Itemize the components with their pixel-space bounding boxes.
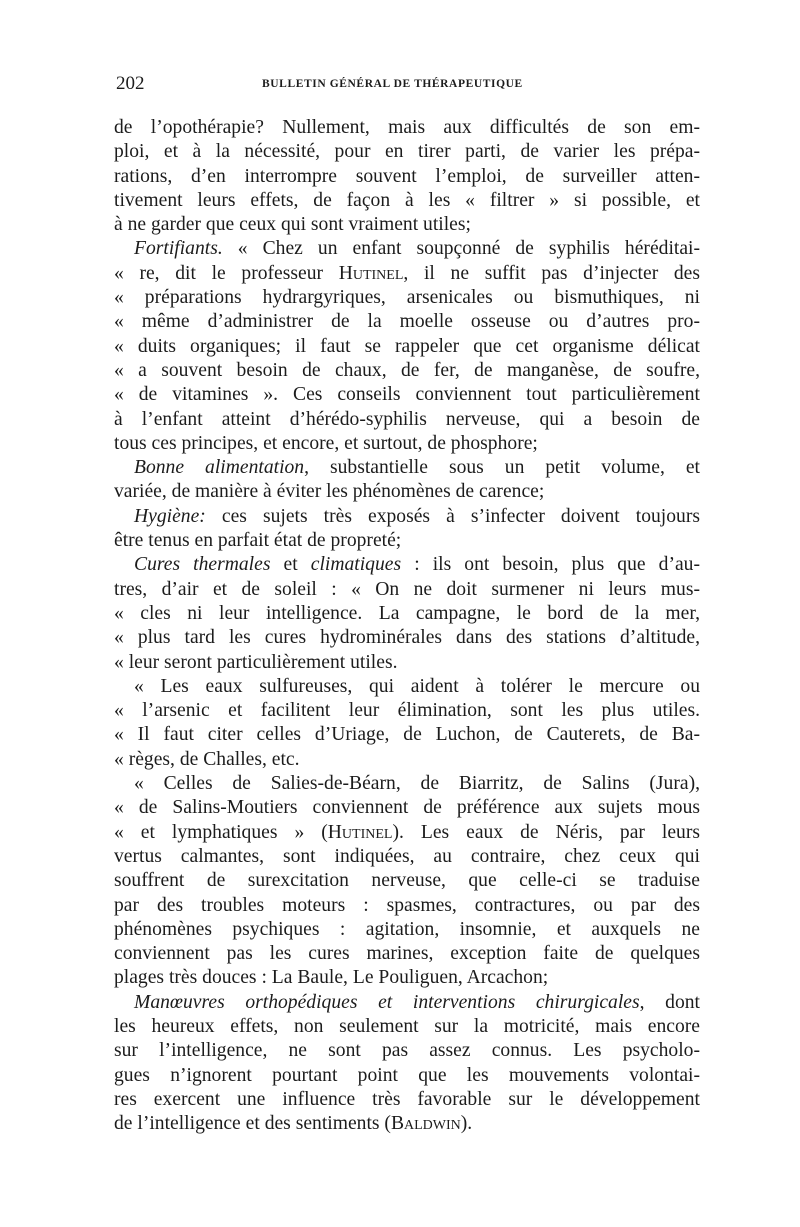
text-run: les heureux effets, non seulement sur la motricité, mais encore bbox=[114, 1015, 700, 1037]
text-line bbox=[114, 310, 700, 334]
text-run: ). Les eaux de Néris, par leurs bbox=[392, 821, 700, 843]
text-run: « l’arsenic et facilitent leur élimination, sont les plus utiles. bbox=[114, 700, 700, 722]
text-run: par des troubles moteurs : spasmes, contractures, ou par des bbox=[114, 894, 700, 916]
text-line bbox=[114, 262, 700, 286]
text-line bbox=[114, 748, 700, 772]
text-line bbox=[114, 432, 700, 456]
text-run: phénomènes psychiques : agitation, insomnie, et auxquels ne bbox=[114, 918, 700, 940]
text-line bbox=[114, 286, 700, 310]
text-line bbox=[114, 796, 700, 820]
text-run: tres, d’air et de soleil : « On ne doit surmener ni leurs mus- bbox=[114, 578, 700, 600]
text-line bbox=[114, 480, 700, 504]
text-run: « règes, de Challes, etc. bbox=[114, 748, 300, 770]
text-line bbox=[114, 116, 700, 140]
italic-phrase: Hygiène: bbox=[134, 505, 206, 527]
text-line bbox=[114, 942, 700, 966]
italic-phrase: Bonne alimentation bbox=[134, 457, 305, 479]
text-run: « de Salins-Moutiers conviennent de préférence aux sujets mous bbox=[114, 797, 700, 819]
text-run: « préparations hydrargyriques, arsenicales ou bismuthiques, ni bbox=[114, 287, 700, 309]
text-run: « leur seront particulièrement utiles. bbox=[114, 651, 398, 673]
text-run: « cles ni leur intelligence. La campagne, le bord de la mer, bbox=[114, 602, 700, 624]
text-line bbox=[114, 991, 700, 1015]
text-line bbox=[114, 699, 700, 723]
text-run: « même d’administrer de la moelle osseuse ou d’autres pro- bbox=[114, 311, 700, 333]
text-line bbox=[114, 529, 700, 553]
text-line bbox=[114, 1039, 700, 1063]
text-line bbox=[114, 626, 700, 650]
text-line bbox=[114, 456, 700, 480]
text-line bbox=[114, 1112, 700, 1136]
text-run: à l’enfant atteint d’hérédo-syphilis nerveuse, qui a besoin de bbox=[114, 408, 700, 430]
text-line bbox=[114, 723, 700, 747]
italic-phrase: Fortifiants. bbox=[134, 238, 223, 260]
italic-phrase: climatiques bbox=[310, 554, 402, 576]
text-run: plages très douces : La Baule, Le Pouliguen, Arcachon; bbox=[114, 967, 549, 989]
text-line bbox=[114, 553, 700, 577]
text-run: , il ne suffit pas d’injecter des bbox=[403, 262, 701, 284]
text-run: « duits organiques; il faut se rappeler que cet organisme délicat bbox=[114, 335, 700, 357]
text-run: gues n’ignorent pourtant point que les mouvements volontai- bbox=[114, 1064, 700, 1086]
italic-phrase: Manœuvres orthopédiques et interventions chirurgicales bbox=[134, 991, 640, 1013]
text-run: ces sujets très exposés à s’infecter doivent toujours bbox=[205, 505, 700, 527]
text-run: « Celles de Salies-de-Béarn, de Biarritz, de Salins (Jura), bbox=[134, 773, 700, 795]
text-run: res exercent une influence très favorable sur le développement bbox=[114, 1088, 700, 1110]
text-line bbox=[114, 359, 700, 383]
author-name: Hutinel bbox=[338, 262, 404, 284]
text-run: souffrent de surexcitation nerveuse, que celle-ci se traduise bbox=[114, 870, 700, 892]
text-line bbox=[114, 189, 700, 213]
text-run: tivement leurs effets, de façon à les « filtrer » si possible, et bbox=[114, 189, 700, 211]
text-line bbox=[114, 335, 700, 359]
text-run: ploi, et à la nécessité, pour en tirer parti, de varier les prépa- bbox=[114, 141, 700, 163]
text-run: « Les eaux sulfureuses, qui aident à tolérer le mercure ou bbox=[134, 675, 700, 697]
text-run: de l’intelligence et des sentiments ( bbox=[114, 1113, 391, 1135]
text-run: : ils ont besoin, plus que d’au- bbox=[401, 554, 701, 576]
text-run: rations, d’en interrompre souvent l’emploi, de surveiller atten- bbox=[114, 165, 700, 187]
text-line bbox=[114, 602, 700, 626]
text-line bbox=[114, 578, 700, 602]
text-run: « Chez un enfant soupçonné de syphilis héréditai- bbox=[222, 238, 700, 260]
italic-phrase: Cures thermales bbox=[134, 554, 271, 576]
text-line bbox=[114, 213, 700, 237]
text-line bbox=[114, 869, 700, 893]
text-run: , substantielle sous un petit volume, et bbox=[304, 457, 700, 479]
text-line bbox=[114, 505, 700, 529]
author-name: Baldwin bbox=[390, 1113, 461, 1135]
text-run: , dont bbox=[639, 991, 700, 1013]
text-line bbox=[114, 1015, 700, 1039]
text-run: « de vitamines ». Ces conseils conviennent tout particulièrement bbox=[114, 384, 700, 406]
text-line bbox=[114, 237, 700, 261]
text-run: « et lymphatiques » ( bbox=[114, 821, 328, 843]
text-run: « re, dit le professeur bbox=[114, 262, 339, 284]
text-run: « a souvent besoin de chaux, de fer, de manganèse, de soufre, bbox=[114, 359, 700, 381]
text-run: de l’opothérapie? Nullement, mais aux difficultés de son em- bbox=[114, 117, 700, 138]
text-line bbox=[114, 408, 700, 432]
text-line bbox=[114, 140, 700, 164]
text-run: vertus calmantes, sont indiquées, au contraire, chez ceux qui bbox=[114, 845, 700, 867]
text-run: variée, de manière à éviter les phénomènes de carence; bbox=[114, 481, 545, 503]
text-run: ). bbox=[460, 1113, 473, 1135]
text-line bbox=[114, 383, 700, 407]
text-run: « Il faut citer celles d’Uriage, de Luchon, de Cauterets, de Ba- bbox=[114, 724, 700, 746]
text-line bbox=[114, 651, 700, 675]
text-line bbox=[114, 165, 700, 189]
page-number: 202 bbox=[116, 73, 145, 94]
text-line bbox=[114, 966, 700, 990]
text-line bbox=[114, 772, 700, 796]
text-line bbox=[114, 845, 700, 869]
text-line bbox=[114, 1088, 700, 1112]
text-line bbox=[114, 918, 700, 942]
text-run: être tenus en parfait état de propreté; bbox=[114, 530, 402, 552]
author-name: Hutinel bbox=[327, 821, 393, 843]
text-run: « plus tard les cures hydrominérales dans des stations d’altitude, bbox=[114, 627, 700, 649]
text-run: tous ces principes, et encore, et surtout, de phosphore; bbox=[114, 432, 538, 454]
running-title: BULLETIN GÉNÉRAL DE THÉRAPEUTIQUE bbox=[262, 78, 523, 90]
text-line bbox=[114, 821, 700, 845]
text-run: sur l’intelligence, ne sont pas assez connus. Les psycholo- bbox=[114, 1040, 700, 1062]
text-run: et bbox=[270, 554, 311, 576]
text-line bbox=[114, 675, 700, 699]
text-run: conviennent pas les cures marines, exception faite de quelques bbox=[114, 943, 700, 965]
text-line bbox=[114, 1064, 700, 1088]
text-run: à ne garder que ceux qui sont vraiment utiles; bbox=[114, 214, 471, 236]
page-header bbox=[116, 73, 700, 97]
body-text bbox=[114, 116, 700, 1136]
text-line bbox=[114, 894, 700, 918]
